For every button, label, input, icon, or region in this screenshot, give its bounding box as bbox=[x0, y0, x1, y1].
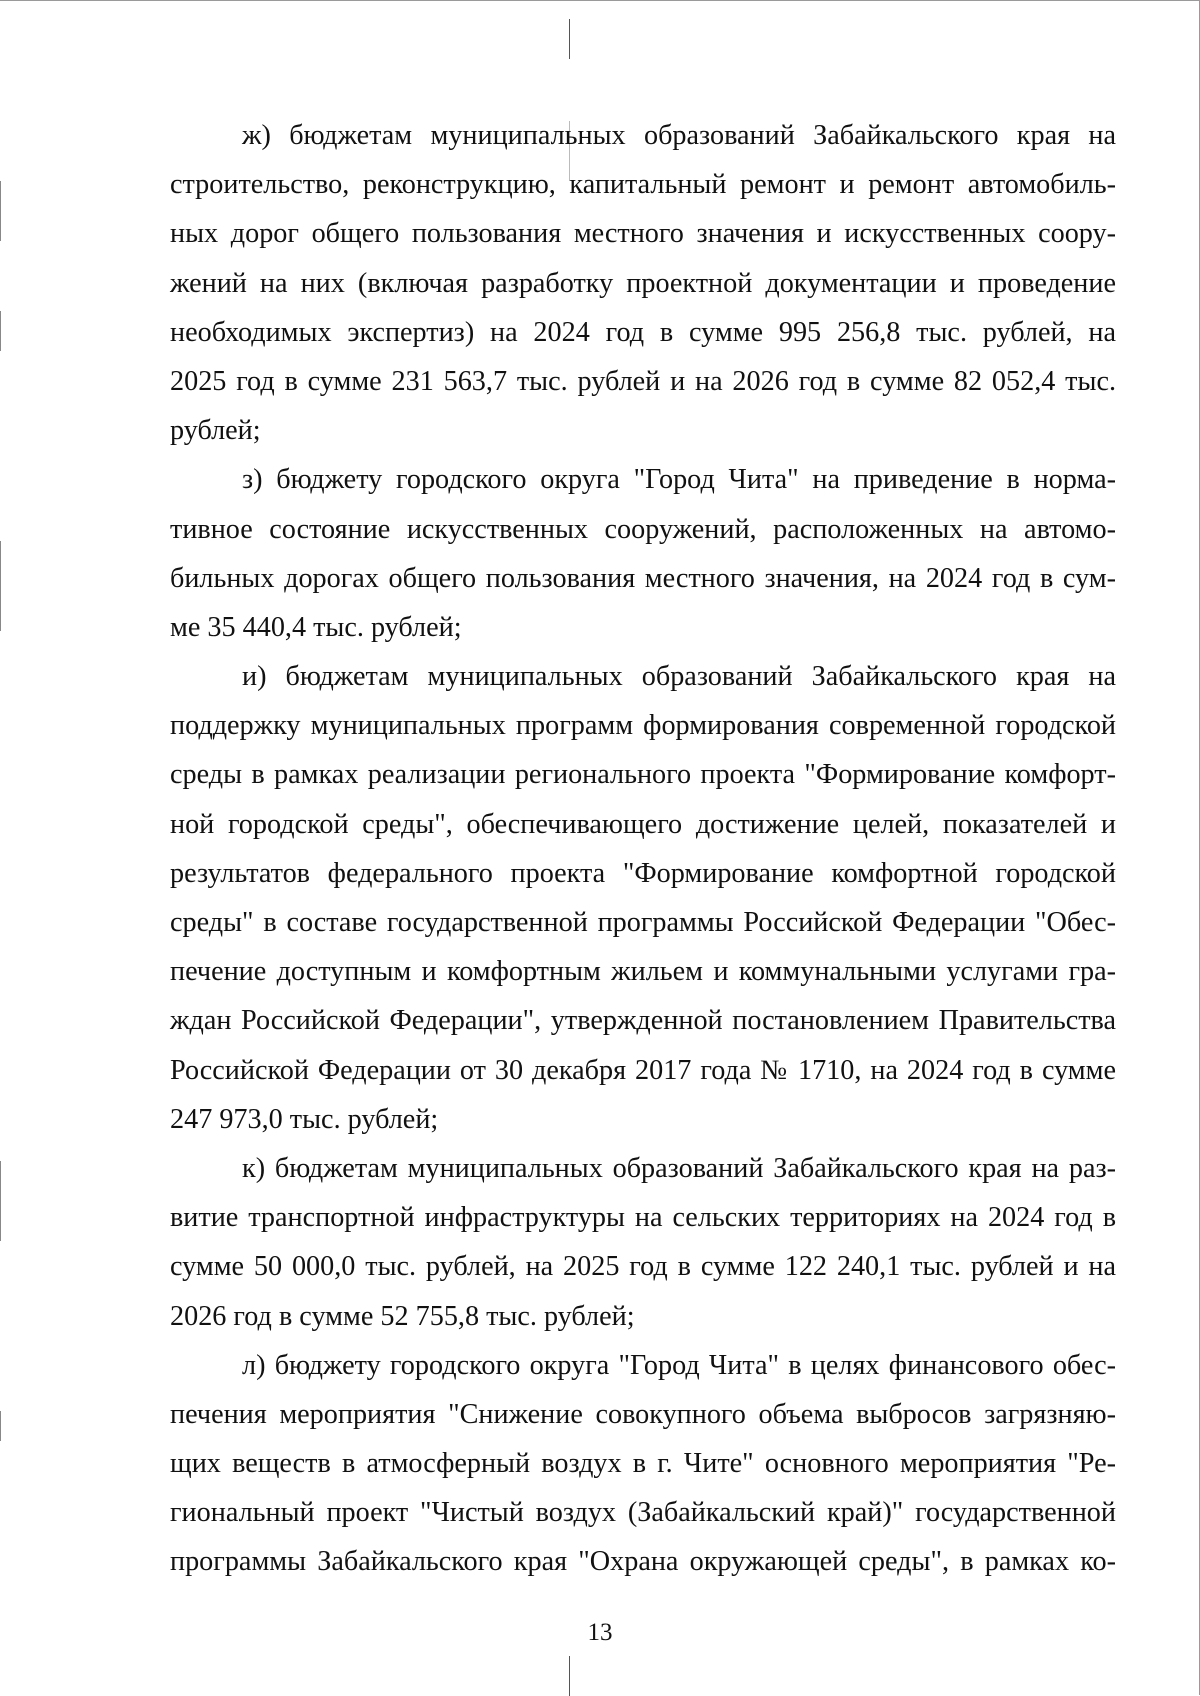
text-line: 2025 год в сумме 231 563,7 тыс. рублей и на 2026 год в сумме 82 052,4 тыс. bbox=[170, 365, 1116, 397]
text-line: щих веществ в атмосферный воздух в г. Чите" основного мероприятия "Ре- bbox=[170, 1448, 1116, 1480]
text-line: Российской Федерации от 30 декабря 2017 года № 1710, на 2024 год в сумме bbox=[170, 1054, 1116, 1086]
text-line: и) бюджетам муниципальных образований Забайкальского края на bbox=[242, 661, 1116, 693]
edge-mark-5 bbox=[0, 1411, 1, 1441]
scan-mark-top bbox=[569, 19, 570, 59]
text-line: жений на них (включая разработку проектной документации и проведение bbox=[170, 267, 1116, 299]
text-line: 2026 год в сумме 52 755,8 тыс. рублей; bbox=[170, 1300, 635, 1332]
text-line: витие транспортной инфраструктуры на сельских территориях на 2024 год в bbox=[170, 1202, 1116, 1234]
edge-mark-3 bbox=[0, 541, 1, 631]
paragraph-l bbox=[170, 1341, 1116, 1587]
text-line: ждан Российской Федерации", утвержденной постановлением Правительства bbox=[170, 1005, 1116, 1037]
text-line: бильных дорогах общего пользования местного значения, на 2024 год в сум- bbox=[170, 562, 1116, 594]
text-line: ных дорог общего пользования местного значения и искусственных соору- bbox=[170, 218, 1116, 250]
paragraph-z bbox=[170, 455, 1116, 652]
text-line: рублей; bbox=[170, 415, 261, 447]
paragraph-i bbox=[170, 652, 1116, 1144]
text-line: 247 973,0 тыс. рублей; bbox=[170, 1103, 439, 1135]
text-line: поддержку муниципальных программ формирования современной городской bbox=[170, 710, 1116, 742]
page-number: 13 bbox=[587, 1619, 613, 1646]
text-line: з) бюджету городского округа "Город Чита" на приведение в норма- bbox=[242, 464, 1116, 496]
text-line: ж) бюджетам муниципальных образований Забайкальского края на bbox=[242, 120, 1116, 151]
text-line: ной городской среды", обеспечивающего достижение целей, показателей и bbox=[170, 808, 1116, 840]
text-line: сумме 50 000,0 тыс. рублей, на 2025 год в сумме 122 240,1 тыс. рублей и на bbox=[170, 1251, 1116, 1283]
text-line: гиональный проект "Чистый воздух (Забайкальский край)" государственной bbox=[170, 1497, 1116, 1529]
text-line: к) бюджетам муниципальных образований Забайкальского края на раз- bbox=[242, 1152, 1116, 1184]
document-body bbox=[170, 111, 1116, 1587]
text-line: необходимых экспертиз) на 2024 год в сумме 995 256,8 тыс. рублей, на bbox=[170, 316, 1116, 348]
text-line: среды в рамках реализации регионального проекта "Формирование комфорт- bbox=[170, 759, 1116, 791]
paragraph-zh bbox=[170, 111, 1116, 455]
text-line: результатов федерального проекта "Формирование комфортной городской bbox=[170, 857, 1116, 889]
text-line: строительство, реконструкцию, капитальный ремонт и ремонт автомобиль- bbox=[170, 169, 1116, 201]
text-line: л) бюджету городского округа "Город Чита" в целях финансового обес- bbox=[242, 1349, 1116, 1381]
text-line: среды" в составе государственной программы Российской Федерации "Обес- bbox=[170, 907, 1116, 938]
edge-mark-4 bbox=[0, 1161, 1, 1241]
text-line: ме 35 440,4 тыс. рублей; bbox=[170, 611, 462, 643]
text-line: тивное состояние искусственных сооружений, расположенных на автомо- bbox=[170, 513, 1116, 545]
text-line: печение доступным и комфортным жильем и коммунальными услугами гра- bbox=[170, 956, 1116, 988]
text-line: печения мероприятия "Снижение совокупного объема выбросов загрязняю- bbox=[170, 1398, 1116, 1430]
edge-mark-2 bbox=[0, 311, 1, 351]
text-line: программы Забайкальского края "Охрана окружающей среды", в рамках ко- bbox=[170, 1546, 1116, 1578]
scan-mark-bottom bbox=[569, 1656, 570, 1696]
paragraph-k bbox=[170, 1144, 1116, 1341]
edge-mark-1 bbox=[0, 181, 1, 241]
